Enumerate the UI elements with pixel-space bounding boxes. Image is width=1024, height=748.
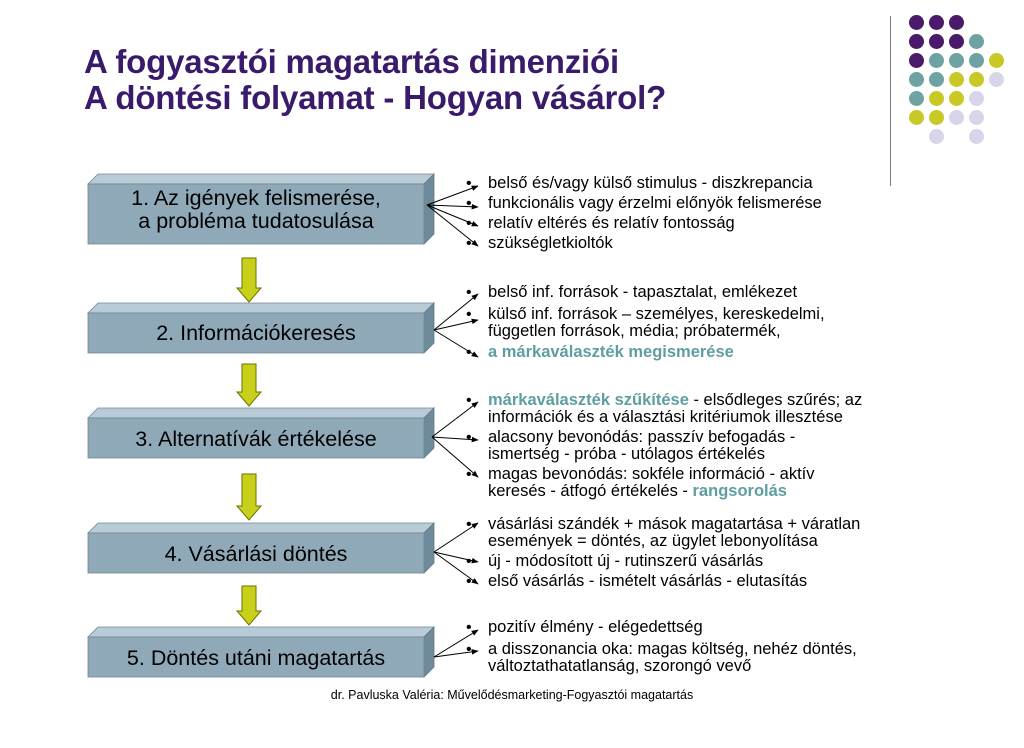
box-top-face <box>88 174 434 184</box>
bullet-item: • a márkaválaszték megismerése <box>488 344 825 361</box>
stage-5-label: 5. Döntés utáni magatartás <box>126 646 386 670</box>
bullet-item: • alacsony bevonódás: passzív befogadás - ismertség - próba - utólagos értékelés <box>488 429 862 463</box>
bullet-item: • külső inf. források – személyes, kereskedelmi, független források, média; próbatermék, <box>488 306 825 340</box>
stage-1-label <box>88 187 424 233</box>
stage-1-label-line-2: a probléma tudatosulása <box>138 209 374 233</box>
stage-3-label: 3. Alternatívák értékelése <box>135 427 377 451</box>
bullet-item: • belső inf. források - tapasztalat, emlékezet <box>488 284 825 301</box>
bullet-item: • a disszonancia oka: magas költség, nehéz döntés, változtathatatlanság, szorongó vevő <box>488 641 857 675</box>
title-line-2: A döntési folyamat - Hogyan vásárol? <box>84 79 667 116</box>
bullet-item: • márkaválaszték szűkítése - elsődleges szűrés; az információk és a választási kritériumok illesztése <box>488 392 862 426</box>
stage-4-label: 4. Vásárlási döntés <box>164 542 348 566</box>
title-line-1: A fogyasztói magatartás dimenziói <box>84 43 619 80</box>
bullet-item: • vásárlási szándék + mások magatartása + váratlan események = döntés, az ügylet lebonyolítása <box>488 516 860 550</box>
bullet-item: • magas bevonódás: sokféle információ - aktív keresés - átfogó értékelés - rangsorolás <box>488 466 862 500</box>
stage-2-label: 2. Információkeresés <box>156 321 356 345</box>
stage-1-bullets <box>488 175 822 252</box>
box-top-face <box>88 627 434 637</box>
down-arrow-1 <box>237 258 261 302</box>
down-arrow-4 <box>237 586 261 625</box>
bullet-item: • belső és/vagy külső stimulus - diszkrepancia <box>488 175 822 192</box>
down-arrow-3 <box>237 474 261 520</box>
down-arrow-2 <box>237 364 261 406</box>
bullet-item: • pozitív élmény - elégedettség <box>488 619 857 636</box>
stage-2-bullets <box>488 284 825 361</box>
footer-credit: dr. Pavluska Valéria: Művelődésmarketing-Fogyasztói magatartás <box>330 688 694 702</box>
stage-5-bullets <box>488 619 857 675</box>
bullet-item: • első vásárlás - ismételt vásárlás - elutasítás <box>488 573 860 590</box>
box-top-face <box>88 303 434 313</box>
bullet-item: • új - módosított új - rutinszerű vásárlás <box>488 553 860 570</box>
box-top-face <box>88 408 434 418</box>
bullet-item: • relatív eltérés és relatív fontosság <box>488 215 822 232</box>
bullet-item: • szükségletkioltók <box>488 235 822 252</box>
box-top-face <box>88 523 434 533</box>
stage-1-label-line-1: 1. Az igények felismerése, <box>131 186 381 210</box>
bullet-item: • funkcionális vagy érzelmi előnyök felismerése <box>488 195 822 212</box>
stage-4-bullets <box>488 516 860 590</box>
stage-3-bullets <box>488 392 862 500</box>
